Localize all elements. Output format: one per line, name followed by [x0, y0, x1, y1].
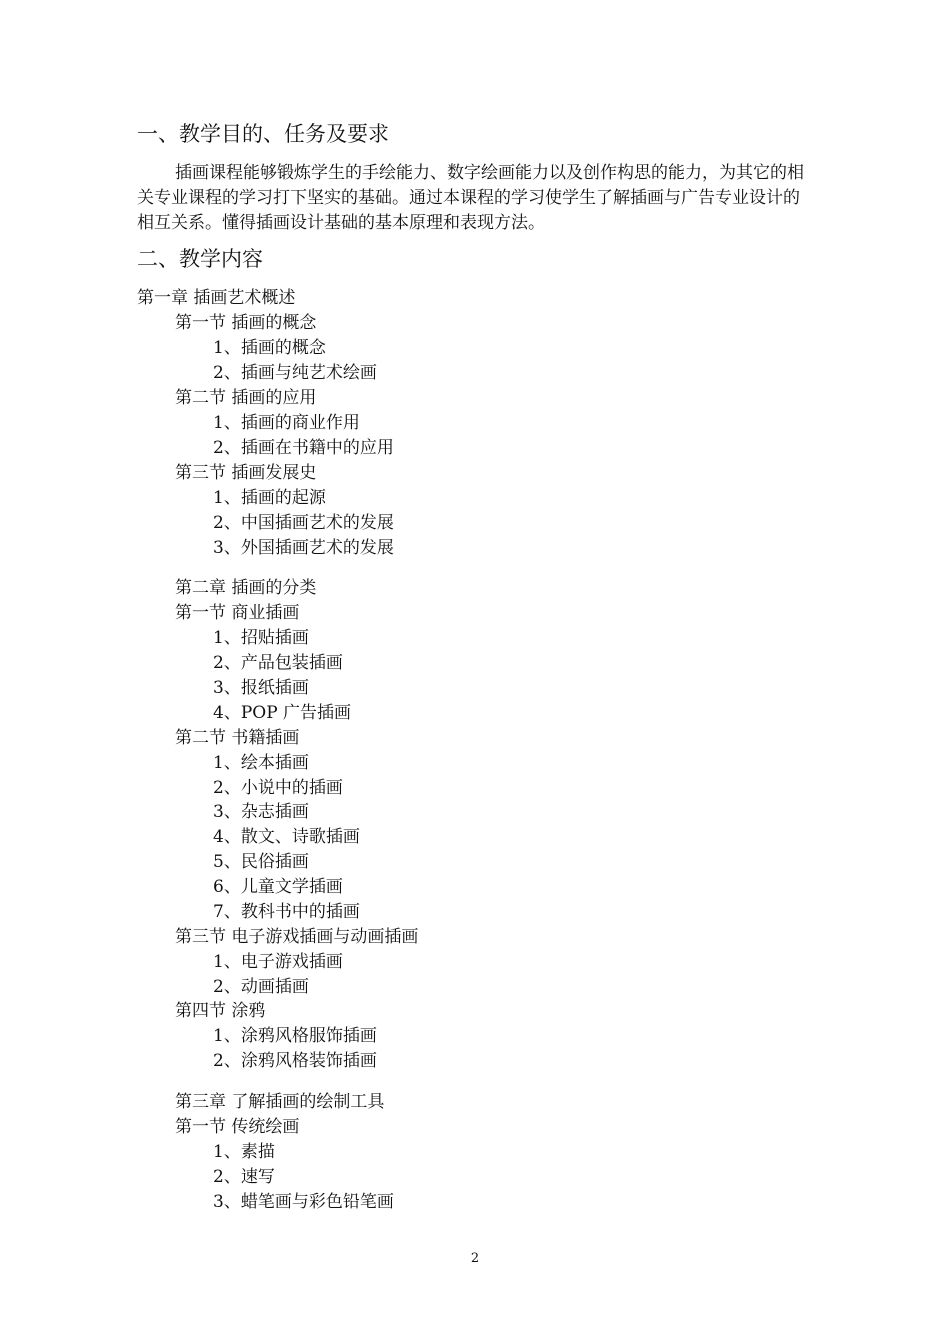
list-item: 4、散文、诗歌插画 [213, 827, 360, 847]
list-item: 1、绘本插画 [213, 753, 309, 773]
list-item: 6、儿童文学插画 [213, 877, 343, 897]
list-item: 2、产品包装插画 [213, 653, 343, 673]
list-item: 2、速写 [213, 1167, 275, 1187]
objectives-paragraph [137, 161, 813, 236]
chapter-1-section-2: 第二节 插画的应用 [175, 388, 317, 408]
list-item: 7、教科书中的插画 [213, 902, 360, 922]
list-item: 3、报纸插画 [213, 678, 309, 698]
list-item: 3、杂志插画 [213, 802, 309, 822]
list-item: 1、涂鸦风格服饰插画 [213, 1026, 377, 1046]
list-item: 1、插画的起源 [213, 488, 326, 508]
section-heading-objectives: 一、教学目的、任务及要求 [137, 122, 389, 146]
list-item: 1、插画的商业作用 [213, 413, 360, 433]
list-item: 1、素描 [213, 1142, 275, 1162]
list-item: 1、插画的概念 [213, 338, 326, 358]
list-item: 4、POP 广告插画 [213, 703, 352, 723]
list-item: 1、招贴插画 [213, 628, 309, 648]
list-item: 2、动画插画 [213, 977, 309, 997]
list-item: 5、民俗插画 [213, 852, 309, 872]
list-item: 2、小说中的插画 [213, 778, 343, 798]
page-number: 2 [470, 1251, 480, 1266]
list-item: 3、外国插画艺术的发展 [213, 538, 394, 558]
chapter-3-title: 第三章 了解插画的绘制工具 [175, 1092, 385, 1112]
chapter-1-section-1: 第一节 插画的概念 [175, 313, 317, 333]
list-item: 2、中国插画艺术的发展 [213, 513, 394, 533]
chapter-2-title: 第二章 插画的分类 [175, 578, 317, 598]
list-item: 3、蜡笔画与彩色铅笔画 [213, 1192, 394, 1212]
chapter-1-section-3: 第三节 插画发展史 [175, 463, 317, 483]
chapter-3-section-1: 第一节 传统绘画 [175, 1117, 300, 1137]
section-heading-content: 二、教学内容 [137, 247, 263, 271]
chapter-2-section-4: 第四节 涂鸦 [175, 1001, 266, 1021]
list-item: 2、插画在书籍中的应用 [213, 438, 394, 458]
chapter-2-section-2: 第二节 书籍插画 [175, 728, 300, 748]
list-item: 2、插画与纯艺术绘画 [213, 363, 377, 383]
chapter-1-title: 第一章 插画艺术概述 [137, 288, 296, 308]
objectives-text: 插画课程能够锻炼学生的手绘能力、数字绘画能力以及创作构思的能力，为其它的相关专业课程的学习打下坚实的基础。通过本课程的学习使学生了解插画与广告专业设计的相互关系。懂得插画设计基础的基本原理和表现方法。 [137, 163, 804, 233]
chapter-2-section-1: 第一节 商业插画 [175, 603, 300, 623]
list-item: 2、涂鸦风格装饰插画 [213, 1051, 377, 1071]
list-item: 1、电子游戏插画 [213, 952, 343, 972]
chapter-2-section-3: 第三节 电子游戏插画与动画插画 [175, 927, 419, 947]
